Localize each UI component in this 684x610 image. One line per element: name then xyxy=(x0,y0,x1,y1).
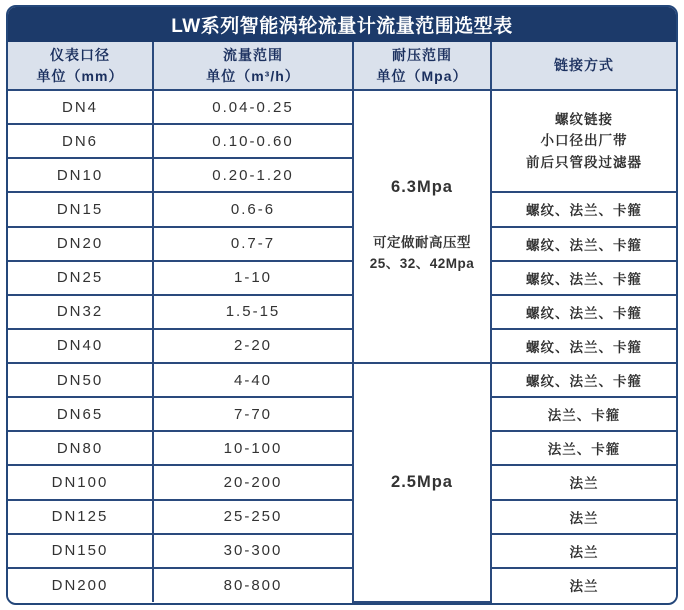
table-title-bar xyxy=(8,7,676,42)
header-line: 单位（m³/h） xyxy=(206,67,300,84)
col-header-flow-range xyxy=(153,42,353,90)
cell-connection: 法兰 xyxy=(491,465,676,499)
table-title: LW系列智能涡轮流量计流量范围选型表 xyxy=(171,16,513,37)
table-row xyxy=(8,465,676,499)
cell-dn: DN6 xyxy=(8,124,153,158)
col-header-diameter xyxy=(8,42,153,90)
table-row xyxy=(8,363,676,397)
table-row xyxy=(8,397,676,431)
table-row xyxy=(8,192,676,226)
table-row xyxy=(8,534,676,568)
connection-line: 螺纹链接 xyxy=(555,111,613,127)
table-row xyxy=(8,295,676,329)
header-row xyxy=(8,42,676,90)
cell-dn: DN150 xyxy=(8,534,153,568)
cell-dn: DN50 xyxy=(8,363,153,397)
flow-range-table xyxy=(8,42,676,603)
table-row xyxy=(8,568,676,602)
header-line: 链接方式 xyxy=(554,57,614,73)
header-line: 单位（Mpa） xyxy=(376,67,468,84)
cell-dn: DN100 xyxy=(8,465,153,499)
cell-connection: 螺纹、法兰、卡箍 xyxy=(491,363,676,397)
cell-dn: DN65 xyxy=(8,397,153,431)
cell-dn: DN32 xyxy=(8,295,153,329)
cell-connection: 螺纹、法兰、卡箍 xyxy=(491,261,676,295)
table-row xyxy=(8,227,676,261)
cell-flow-range: 2-20 xyxy=(153,329,353,363)
cell-flow-range: 0.20-1.20 xyxy=(153,158,353,192)
header-line: 耐压范围 xyxy=(392,46,452,63)
cell-connection: 法兰 xyxy=(491,568,676,602)
cell-flow-range: 7-70 xyxy=(153,397,353,431)
cell-dn: DN125 xyxy=(8,500,153,534)
cell-dn: DN200 xyxy=(8,568,153,602)
cell-flow-range: 20-200 xyxy=(153,465,353,499)
cell-flow-range: 80-800 xyxy=(153,568,353,602)
cell-flow-range: 10-100 xyxy=(153,431,353,465)
cell-flow-range: 1-10 xyxy=(153,261,353,295)
table-row xyxy=(8,329,676,363)
col-header-pressure xyxy=(353,42,491,90)
table-row xyxy=(8,431,676,465)
pressure-note-line1: 可定做耐高压型 xyxy=(373,235,471,251)
cell-flow-range: 4-40 xyxy=(153,363,353,397)
connection-line: 前后只管段过滤器 xyxy=(526,154,642,170)
cell-flow-range: 0.6-6 xyxy=(153,192,353,226)
col-header-connection xyxy=(491,42,676,90)
pressure-note-line2: 25、32、42Mpa xyxy=(369,256,475,271)
cell-dn: DN25 xyxy=(8,261,153,295)
pressure-value: 2.5Mpa xyxy=(391,473,453,491)
cell-dn: DN10 xyxy=(8,158,153,192)
cell-dn: DN4 xyxy=(8,90,153,124)
pressure-cell-63mpa xyxy=(353,90,491,363)
table-row xyxy=(8,500,676,534)
cell-connection: 法兰 xyxy=(491,500,676,534)
cell-dn: DN15 xyxy=(8,192,153,226)
cell-flow-range: 0.04-0.25 xyxy=(153,90,353,124)
pressure-value: 6.3Mpa xyxy=(391,178,453,197)
cell-connection: 螺纹、法兰、卡箍 xyxy=(491,329,676,363)
header-line: 单位（mm） xyxy=(36,67,124,84)
cell-dn: DN20 xyxy=(8,227,153,261)
cell-connection: 螺纹、法兰、卡箍 xyxy=(491,295,676,329)
table-row xyxy=(8,90,676,124)
table-row xyxy=(8,261,676,295)
header-line: 仪表口径 xyxy=(50,46,110,63)
cell-connection: 螺纹、法兰、卡箍 xyxy=(491,192,676,226)
cell-connection: 法兰、卡箍 xyxy=(491,431,676,465)
connection-line: 小口径出厂带 xyxy=(540,133,628,149)
header-line: 流量范围 xyxy=(223,46,283,63)
cell-flow-range: 0.7-7 xyxy=(153,227,353,261)
cell-connection: 法兰 xyxy=(491,534,676,568)
cell-flow-range: 25-250 xyxy=(153,500,353,534)
pressure-cell-25mpa xyxy=(353,363,491,602)
selection-table-panel xyxy=(6,5,678,605)
connection-cell-threaded xyxy=(491,90,676,192)
cell-flow-range: 30-300 xyxy=(153,534,353,568)
cell-dn: DN80 xyxy=(8,431,153,465)
cell-dn: DN40 xyxy=(8,329,153,363)
cell-connection: 法兰、卡箍 xyxy=(491,397,676,431)
cell-flow-range: 1.5-15 xyxy=(153,295,353,329)
cell-flow-range: 0.10-0.60 xyxy=(153,124,353,158)
cell-connection: 螺纹、法兰、卡箍 xyxy=(491,227,676,261)
